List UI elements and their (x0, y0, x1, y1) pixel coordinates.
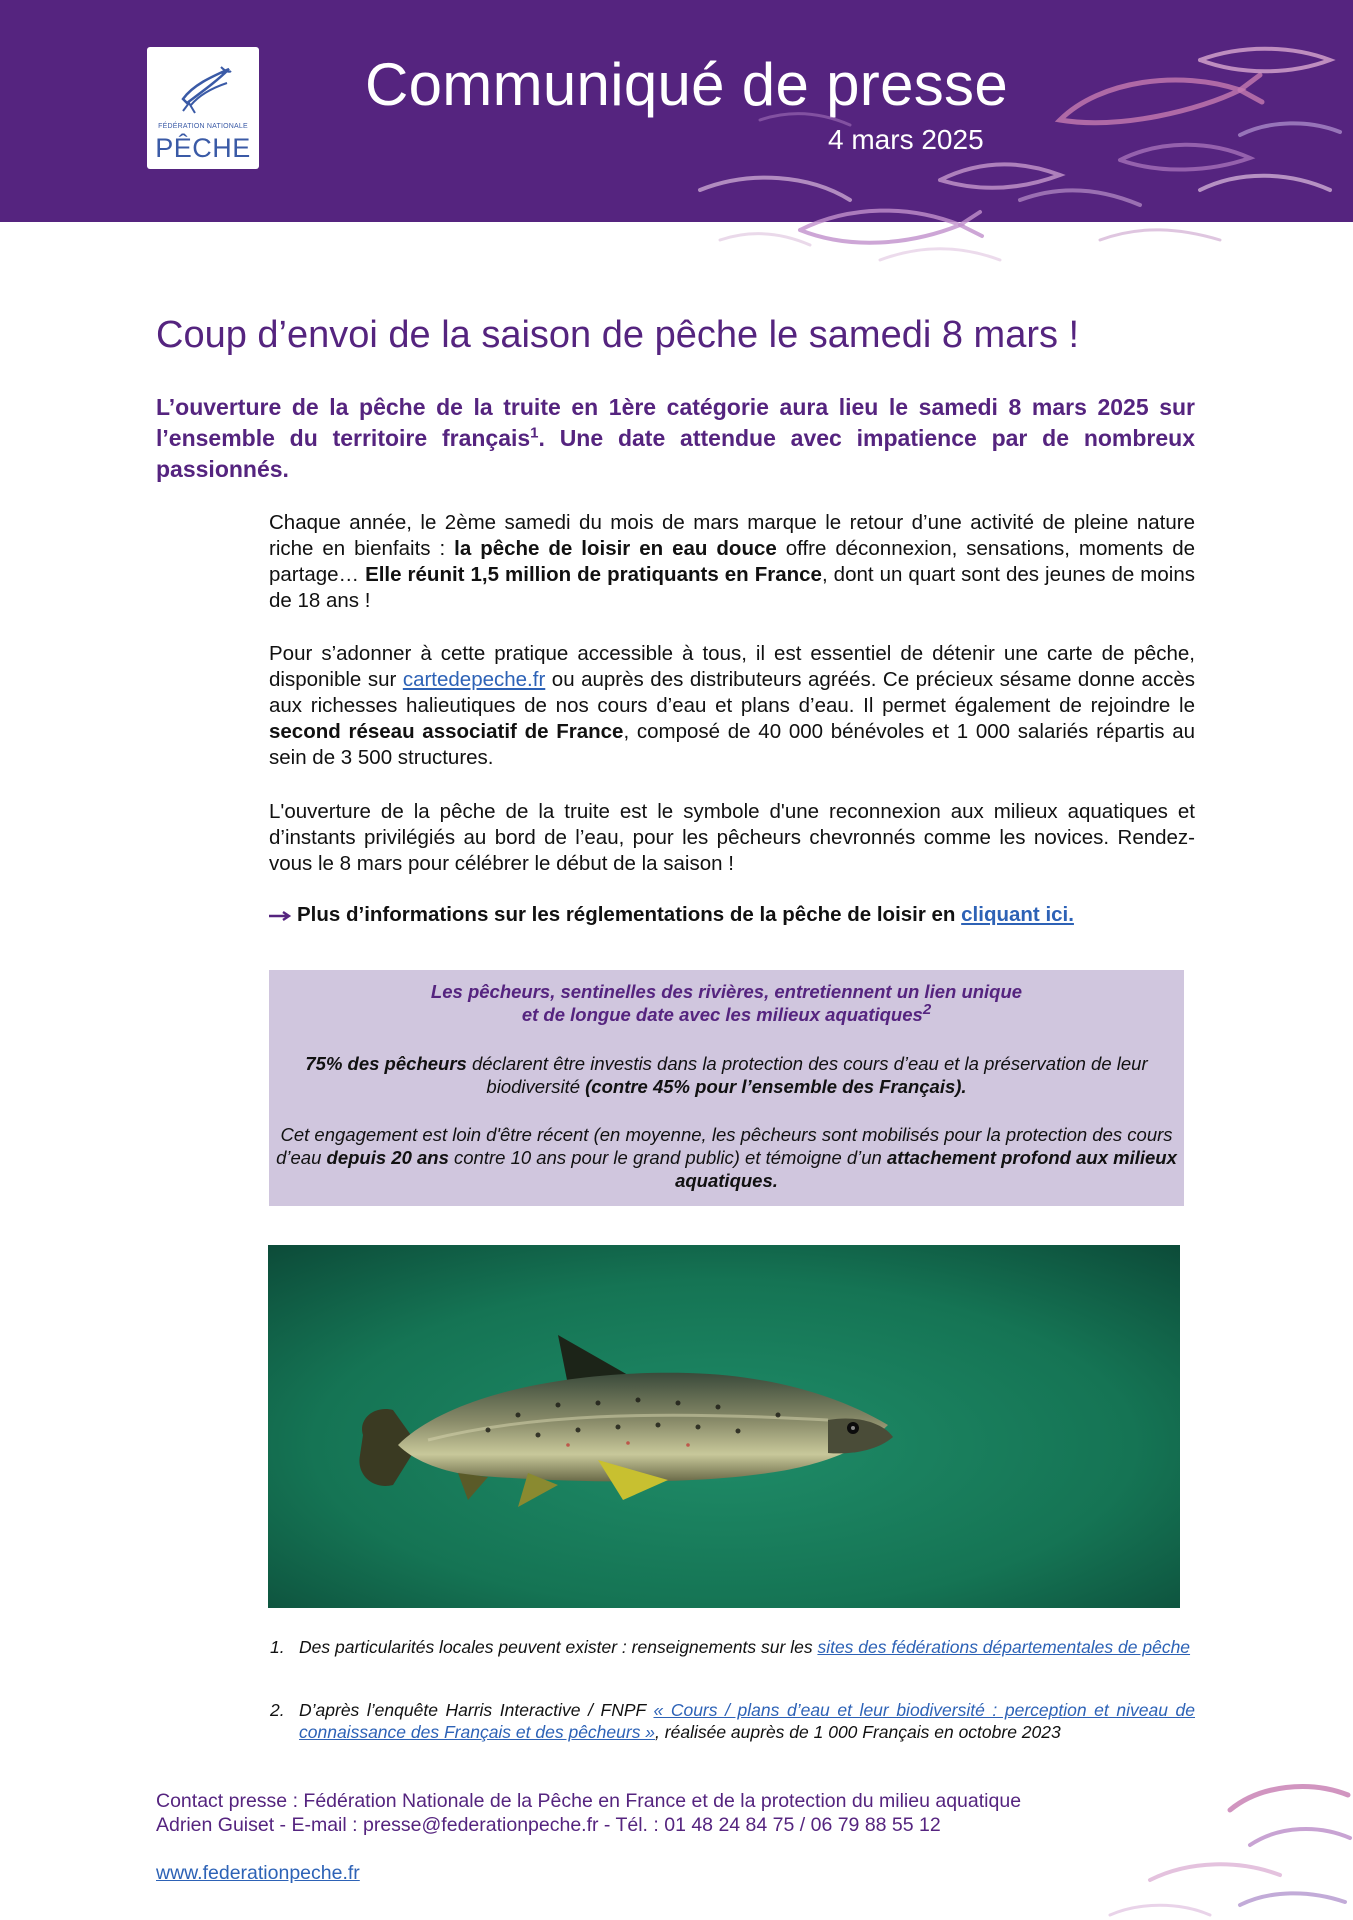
p1-text-1: Chaque année, le 2ème samedi du mois de mars marque le retour d’une activité de pleine nature riche en bienfaits : (269, 511, 1195, 560)
page-title: Communiqué de presse (365, 51, 1009, 118)
box-p2-bold-1: depuis 20 ans (326, 1147, 449, 1168)
box-paragraph-2 (269, 1123, 1184, 1192)
lead-text-after: . Une date attendue avec impatience par de nombreux passionnés. (156, 425, 1195, 482)
box-p2-text-1: Cet engagement est loin d'être récent (en moyenne, les pêcheurs sont mobilisés pour la protection des cours d’eau (276, 1124, 1173, 1168)
arrow-right-icon (269, 911, 291, 921)
p1-text-3: , dont un quart sont des jeunes de moins de 18 ans ! (269, 563, 1195, 612)
box-p1-bold: 75% des pêcheurs (305, 1053, 467, 1074)
contact-line-1: Contact presse : Fédération Nationale de la Pêche en France et de la protection du milieu aquatique (156, 1790, 1022, 1812)
footnote-ref-2[interactable]: 2 (922, 1000, 932, 1018)
box-p2-text-2: contre 10 ans pour le grand public) et témoigne d’un (448, 1147, 887, 1168)
paragraph-3: L'ouverture de la pêche de la truite est le symbole d'une reconnexion aux milieux aquatiques et d’instants privilégiés au bord de l’eau, pour les pêcheurs chevronnés comme les novices. Rendez-vous le 8 mars pour célébrer le début de la saison ! (269, 800, 1195, 875)
paragraph-1 (269, 510, 1195, 614)
paragraph-2 (269, 641, 1195, 771)
lead-text: L’ouverture de la pêche de la truite en 1ère catégorie aura lieu le samedi 8 mars 2025 sur l’ensemble du territoire français (156, 394, 1195, 451)
highlight-box (269, 970, 1184, 1206)
p2-text-1: Pour s’adonner à cette pratique accessible à tous, il est essentiel de détenir une carte de pêche, disponible sur (269, 642, 1195, 691)
logo-name: PÊCHE (155, 133, 251, 163)
fish-logo-icon (177, 59, 233, 119)
decorative-fish-icon (640, 40, 1353, 290)
more-info-text: Plus d’informations sur les réglementations de la pêche de loisir en (297, 903, 962, 926)
p2-text-2: ou auprès des distributeurs agréés. Ce précieux sésame donne accès aux richesses halieutiques de nos cours d’eau et plans d’eau. Il permet également de rejoindre le (269, 668, 1195, 717)
regulations-link[interactable]: cliquant ici. (961, 903, 1074, 926)
press-date: 4 mars 2025 (828, 124, 984, 155)
headline: Coup d’envoi de la saison de pêche le samedi 8 mars ! (156, 314, 1080, 356)
p1-bold-2: Elle réunit 1,5 million de pratiquants en France (365, 563, 822, 586)
box-p1-text: déclarent être investis dans la protection des cours d’eau et la préservation de leur biodiversité (466, 1053, 1148, 1097)
box-title-line-2: et de longue date avec les milieux aquatiques (521, 1004, 923, 1025)
survey-link[interactable]: « Cours / plans d’eau et leur biodiversité : perception et niveau de connaissance des Français et des pêcheurs » (299, 1700, 1195, 1742)
footnote-2-text: D’après l’enquête Harris Interactive / FNPF (299, 1700, 654, 1720)
box-p2-bold-2: attachement profond aux milieux aquatiques. (675, 1147, 1177, 1191)
box-title-line-1: Les pêcheurs, sentinelles des rivières, entretiennent un lien unique (430, 981, 1023, 1002)
box-p1-bold-2: (contre 45% pour l’ensemble des Français). (585, 1076, 967, 1097)
footnote-1-number: 1. (270, 1637, 285, 1657)
federations-link[interactable]: sites des fédérations départementales de pêche (817, 1637, 1191, 1657)
trout-underwater-photo (268, 1245, 1180, 1608)
p2-text-3: , composé de 40 000 bénévoles et 1 000 salariés répartis au sein de 3 500 structures. (269, 720, 1195, 769)
p1-bold-1: la pêche de loisir en eau douce (454, 537, 777, 560)
logo-subtitle: FÉDÉRATION NATIONALE (158, 123, 248, 130)
box-title (269, 980, 1184, 1026)
footnote-2-number: 2. (270, 1700, 285, 1720)
website-link[interactable]: www.federationpeche.fr (156, 1862, 360, 1884)
cartedepeche-link[interactable]: cartedepeche.fr (402, 668, 546, 691)
footnote-1-text: Des particularités locales peuvent exister : renseignements sur les (299, 1637, 818, 1657)
more-info-line (269, 903, 1195, 927)
decorative-fish-bottom-icon (1090, 1770, 1353, 1920)
federation-logo[interactable] (147, 47, 259, 169)
footnote-2 (270, 1699, 1195, 1743)
p1-text-2: offre déconnexion, sensations, moments de partage… (269, 537, 1195, 586)
footnote-ref-1[interactable]: 1 (530, 424, 539, 442)
p2-bold-1: second réseau associatif de France (269, 720, 624, 743)
footnote-2-text-after: , réalisée auprès de 1 000 Français en octobre 2023 (655, 1722, 1061, 1742)
contact-line-2[interactable]: Adrien Guiset - E-mail : presse@federationpeche.fr - Tél. : 01 48 24 84 75 / 06 79 88 55 12 (156, 1814, 941, 1836)
footnote-1 (270, 1636, 1195, 1658)
lead-paragraph (156, 392, 1195, 485)
box-paragraph-1 (269, 1052, 1184, 1098)
